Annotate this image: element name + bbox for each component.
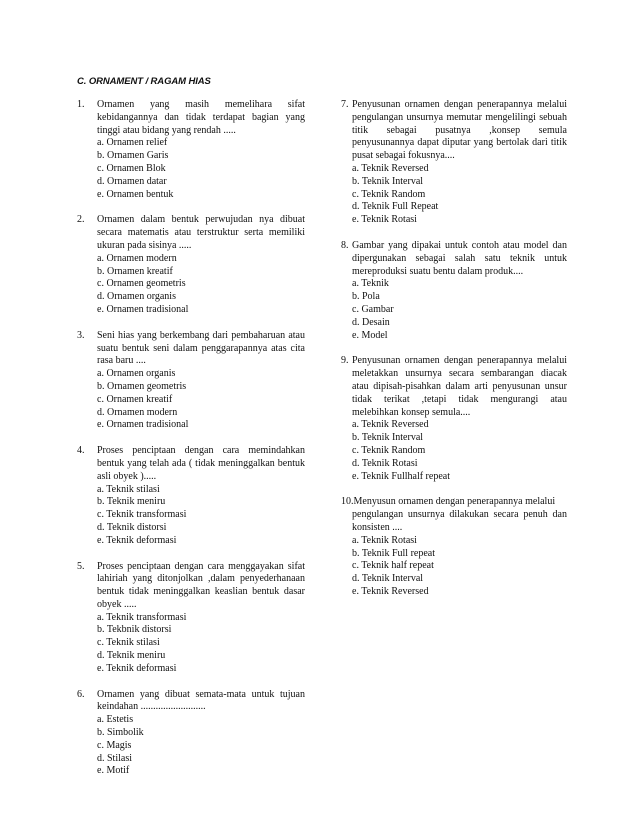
question-body xyxy=(97,445,305,547)
question-number: 1. xyxy=(77,99,85,110)
answer-option: a. Teknik stilasi xyxy=(97,483,160,495)
answer-option: b. Ornamen Garis xyxy=(97,150,169,162)
left-column xyxy=(77,99,305,778)
answer-option: e. Teknik Reversed xyxy=(352,585,429,597)
answer-option: a. Ornamen modern xyxy=(97,252,177,264)
answer-option: c. Ornamen Blok xyxy=(97,162,166,174)
answer-option: a. Teknik Reversed xyxy=(352,162,429,174)
answer-option: d. Ornamen modern xyxy=(97,406,178,418)
answer-option: a. Estetis xyxy=(97,714,134,726)
answer-option: e. Teknik deformasi xyxy=(97,534,177,546)
question-item xyxy=(77,445,305,547)
question-body xyxy=(97,561,305,676)
question-text: Proses penciptaan dengan cara menggayakan sifat lahiriah yang ditonjolkan ,dalam penyederhanaan bentuk tidak meninggalkan keaslian bentuk dasar obyek ..... xyxy=(97,560,305,610)
answer-options xyxy=(97,612,305,676)
answer-option: a. Teknik Rotasi xyxy=(352,534,417,546)
question-body xyxy=(97,214,305,316)
answer-options xyxy=(97,137,305,201)
answer-options xyxy=(352,278,567,342)
question-item xyxy=(341,355,567,483)
answer-option: c. Teknik Random xyxy=(352,188,426,200)
question-body xyxy=(352,240,567,342)
answer-option: e. Teknik Rotasi xyxy=(352,214,417,226)
answer-option: d. Teknik Interval xyxy=(352,573,424,585)
question-text: Proses penciptaan dengan cara memindahkan bentuk yang telah ada ( tidak meninggalkan bentuk asli obyek )..... xyxy=(97,445,305,482)
answer-options xyxy=(352,419,567,483)
section-heading: C. ORNAMENT / RAGAM HIAS xyxy=(77,76,211,87)
question-text: Penyusunan ornamen dengan penerapannya melalui meletakkan unsurnya secara sembarangan diacak atau dipisah-pisahkan dalam arti penyusunan unsur tidak terikat ,tetapi tidak mengurangi atau melebihkan konsep semula.... xyxy=(352,355,567,418)
question-number: 10. xyxy=(341,496,354,508)
question-body xyxy=(352,99,567,227)
answer-option: b. Teknik Full repeat xyxy=(352,547,435,559)
question-number: 9. xyxy=(341,355,349,367)
answer-option: b. Teknik meniru xyxy=(97,496,166,508)
answer-option: b. Ornamen kreatif xyxy=(97,265,173,277)
answer-option: c. Gambar xyxy=(352,303,394,315)
answer-option: d. Teknik Full Repeat xyxy=(352,201,439,213)
question-item xyxy=(341,99,567,227)
answer-option: d. Ornamen datar xyxy=(97,175,167,187)
answer-option: d. Ornamen organis xyxy=(97,291,176,303)
answer-option: c. Teknik Random xyxy=(352,444,426,456)
answer-option: c. Teknik half repeat xyxy=(352,560,434,572)
question-item xyxy=(77,689,305,779)
answer-option: a. Teknik xyxy=(352,278,389,290)
question-number: 4. xyxy=(77,445,85,457)
answer-option: c. Ornamen kreatif xyxy=(97,393,173,405)
answer-options xyxy=(352,163,567,227)
answer-option: c. Teknik transformasi xyxy=(97,509,187,521)
answer-option: e. Ornamen bentuk xyxy=(97,188,174,200)
question-item xyxy=(341,240,567,342)
question-number: 6. xyxy=(77,688,85,700)
question-number: 8. xyxy=(341,239,349,251)
answer-option: a. Teknik Reversed xyxy=(352,419,429,431)
answer-option: b. Teknik Interval xyxy=(352,432,424,444)
question-number: 7. xyxy=(341,99,349,110)
answer-options xyxy=(97,484,305,548)
question-body xyxy=(352,355,567,483)
question-text: pengulangan unsurnya dilakukan secara penuh dan konsisten .... xyxy=(352,509,567,533)
question-number: 5. xyxy=(77,560,85,572)
answer-option: d. Teknik distorsi xyxy=(97,521,167,533)
question-number: 3. xyxy=(77,329,85,341)
answer-option: b. Tekbnik distorsi xyxy=(97,624,172,636)
question-text-lead: Menyusun ornamen dengan penerapannya melalui xyxy=(353,496,556,508)
answer-options xyxy=(97,368,305,432)
answer-option: e. Model xyxy=(352,329,388,341)
answer-option: d. Teknik meniru xyxy=(97,650,166,662)
question-text: Ornamen yang masih memelihara sifat kebidangannya dan tidak terdapat bagian yang tinggi atau bidang yang rendah ..... xyxy=(97,99,305,136)
question-text: Ornamen dalam bentuk perwujudan nya dibuat secara matematis atau terstruktur serta memiliki ukuran pada sisinya ..... xyxy=(97,214,305,251)
question-item xyxy=(77,561,305,676)
answer-option: d. Desain xyxy=(352,316,390,328)
question-item xyxy=(77,99,305,201)
answer-options xyxy=(97,253,305,317)
answer-option: c. Teknik stilasi xyxy=(97,637,160,649)
answer-option: a. Ornamen relief xyxy=(97,137,168,149)
question-body xyxy=(97,99,305,201)
question-text: Penyusunan ornamen dengan penerapannya melalui pengulangan unsurnya memutar mengelilingi sebuah titik sebagai pusatnya ,konsep semula penyusunannya dapat diputar yang bertolak dari titik pusat sebagai fokusnya.... xyxy=(352,99,567,162)
question-body xyxy=(97,330,305,432)
question-text: Ornamen yang dibuat semata-mata untuk tujuan keindahan .......................... xyxy=(97,688,305,713)
answer-option: a. Ornamen organis xyxy=(97,368,176,380)
question-item xyxy=(77,214,305,316)
answer-option: b. Teknik Interval xyxy=(352,175,424,187)
answer-option: d. Teknik Rotasi xyxy=(352,457,418,469)
question-item xyxy=(77,330,305,432)
answer-option: b. Ornamen geometris xyxy=(97,380,187,392)
answer-options xyxy=(352,535,567,599)
answer-option: b. Pola xyxy=(352,291,380,303)
answer-option: a. Teknik transformasi xyxy=(97,611,187,623)
answer-option: c. Ornamen geometris xyxy=(97,278,186,290)
answer-option: e. Teknik deformasi xyxy=(97,662,177,674)
question-heading-line xyxy=(341,496,567,509)
answer-option: e. Motif xyxy=(97,765,130,777)
answer-option: e. Ornamen tradisional xyxy=(97,303,189,315)
answer-options xyxy=(97,714,305,778)
question-text: Seni hias yang berkembang dari pembaharuan atau suatu bentuk seni dalam penggarapannya atas cita rasa baru .... xyxy=(97,329,305,367)
question-body xyxy=(97,689,305,779)
answer-option: e. Ornamen tradisional xyxy=(97,419,189,431)
question-text: Gambar yang dipakai untuk contoh atau model dan dipergunakan sebagai salah satu teknik untuk mereproduksi suatu bentu dalam produk.... xyxy=(352,239,567,277)
question-number: 2. xyxy=(77,214,85,226)
answer-option: c. Magis xyxy=(97,739,132,751)
answer-option: b. Simbolik xyxy=(97,727,144,739)
right-column xyxy=(341,99,567,599)
question-item xyxy=(341,496,567,598)
answer-option: d. Stilasi xyxy=(97,752,133,764)
answer-option: e. Teknik Fullhalf repeat xyxy=(352,470,450,482)
